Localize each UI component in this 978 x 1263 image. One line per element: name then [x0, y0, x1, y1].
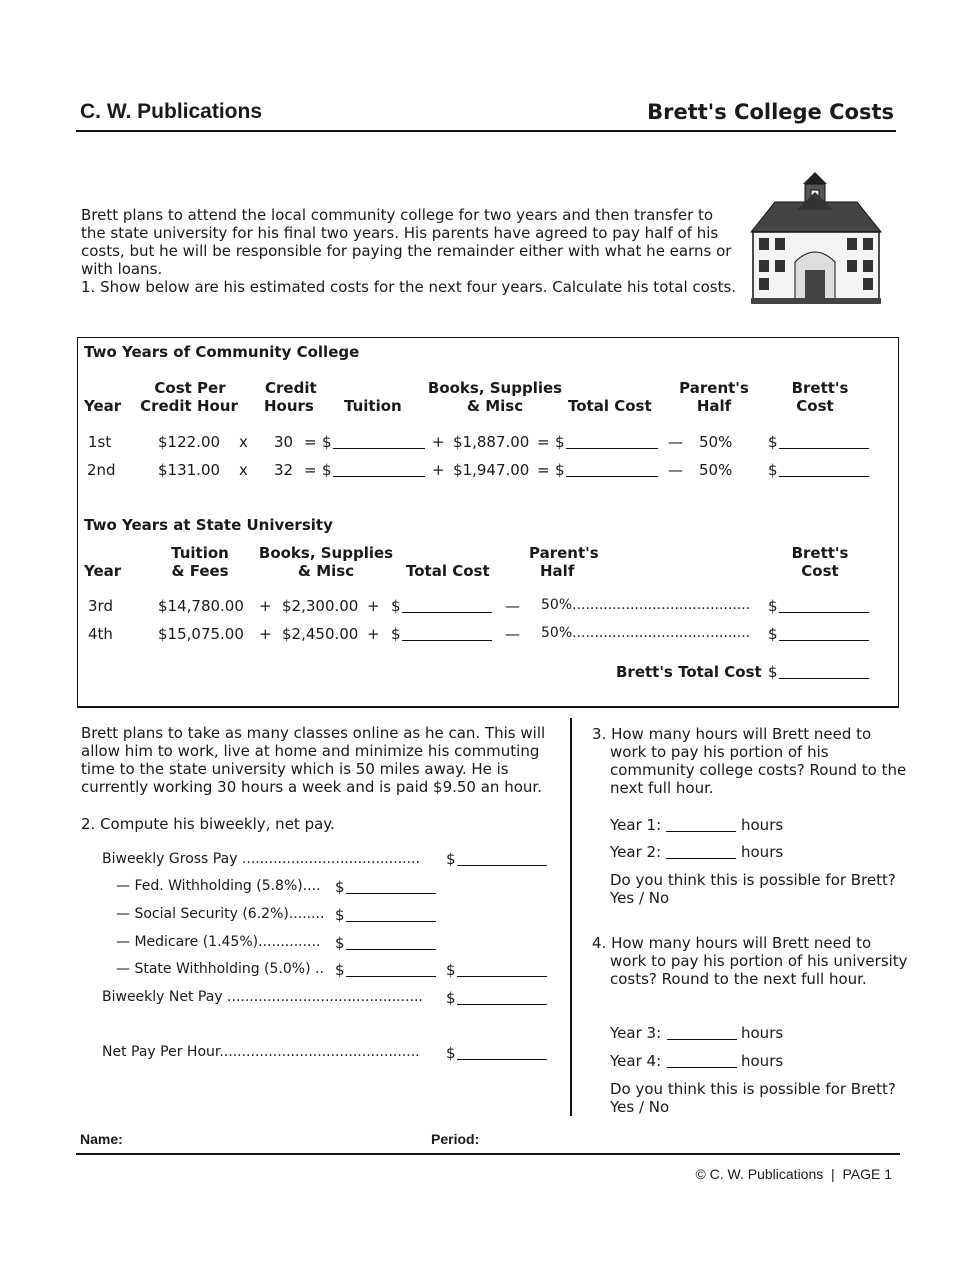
- cc-row-dash: —: [668, 433, 683, 451]
- cc-row-cost: $131.00: [158, 461, 221, 479]
- su-row-dollar2: $: [768, 597, 778, 615]
- cc-col-brett-1: Brett's: [791, 379, 849, 397]
- year3-blank[interactable]: [667, 1025, 737, 1040]
- year2-label: Year 2:: [610, 843, 662, 861]
- total-cost-blank[interactable]: [566, 462, 658, 477]
- ss-blank[interactable]: [346, 907, 436, 922]
- year3-label: Year 3:: [610, 1024, 662, 1042]
- su-row-pct: 50%........................................: [541, 597, 751, 613]
- column-divider: [570, 718, 572, 1116]
- question-4: 4. How many hours will Brett need to work to pay his portion of his university costs? Round to the next full hour.: [592, 934, 908, 988]
- medicare-dollar: $: [335, 934, 345, 952]
- state-blank[interactable]: [346, 962, 436, 977]
- cc-row-books: $1,887.00: [453, 433, 530, 451]
- su-col-tuition-2: & Fees: [171, 562, 229, 580]
- cc-col-parent-1: Parent's: [679, 379, 749, 397]
- su-row-plus2: +: [367, 597, 380, 615]
- cc-row-year: 1st: [88, 433, 112, 451]
- su-col-tuition-1: Tuition: [171, 544, 229, 562]
- deductions-total-blank[interactable]: [457, 962, 547, 977]
- su-row-dollar2: $: [768, 625, 778, 643]
- cc-row-eq: =: [304, 433, 317, 451]
- cc-col-costper-2: Credit Hour: [140, 397, 238, 415]
- cc-col-parent-2: Half: [696, 397, 732, 415]
- su-row-books: $2,450.00: [282, 625, 359, 643]
- cc-col-credit-2: Hours: [264, 397, 314, 415]
- year1-label: Year 1:: [610, 816, 662, 834]
- header-rule: [76, 130, 896, 132]
- cc-col-brett-2: Cost: [796, 397, 834, 415]
- brett-cost-blank[interactable]: [779, 462, 869, 477]
- name-label: Name:: [80, 1131, 123, 1147]
- cc-row-dollar3: $: [768, 433, 778, 451]
- schoolhouse-icon: [745, 170, 887, 310]
- su-row-dollar: $: [391, 625, 401, 643]
- year1-hours: hours: [741, 816, 784, 834]
- cc-row-times: x: [239, 461, 248, 479]
- su-row-plus: +: [259, 625, 272, 643]
- footer-rule: [76, 1153, 900, 1155]
- tuition-blank[interactable]: [333, 462, 425, 477]
- period-label: Period:: [431, 1131, 480, 1147]
- cc-row-plus: +: [432, 433, 445, 451]
- intro-paragraph: Brett plans to attend the local community college for two years and then transfer to the state university for his final two years. His parents have agreed to pay half of his costs, but he will be responsible for paying the remainder either with what he earns or with loans.: [81, 206, 732, 278]
- copyright: © C. W. Publications | PAGE 1: [695, 1166, 892, 1182]
- total-cost-blank[interactable]: [402, 598, 492, 613]
- year3-hours: hours: [741, 1024, 784, 1042]
- su-col-brett-1: Brett's: [791, 544, 849, 562]
- per-hour-label: Net Pay Per Hour.............................................: [102, 1044, 420, 1060]
- page-title: Brett's College Costs: [647, 100, 894, 124]
- brett-total-blank[interactable]: [779, 664, 869, 679]
- ss-dollar: $: [335, 906, 345, 924]
- year4-label: Year 4:: [610, 1052, 662, 1070]
- cc-row-eq2: =: [537, 461, 550, 479]
- su-row-plus: +: [259, 597, 272, 615]
- cc-row-dash: —: [668, 461, 683, 479]
- question-2: 2. Compute his biweekly, net pay.: [81, 815, 335, 833]
- cc-row-cost: $122.00: [158, 433, 221, 451]
- brett-total-label: Brett's Total Cost: [616, 663, 762, 681]
- su-col-books-1: Books, Supplies: [258, 544, 394, 562]
- su-row-tuition: $15,075.00: [158, 625, 244, 643]
- fed-label: — Fed. Withholding (5.8%)....: [116, 878, 321, 894]
- cc-row-dollar3: $: [768, 461, 778, 479]
- question-1: 1. Show below are his estimated costs for the next four years. Calculate his total costs.: [81, 278, 737, 296]
- cc-row-eq: =: [304, 461, 317, 479]
- deductions-dollar: $: [446, 961, 456, 979]
- su-row-dash: —: [505, 597, 520, 615]
- brett-total-dollar: $: [768, 663, 778, 681]
- su-row-year: 3rd: [88, 597, 113, 615]
- medicare-blank[interactable]: [346, 935, 436, 950]
- possible-q4: Do you think this is possible for Brett?: [610, 1080, 896, 1098]
- cc-col-tuition: Tuition: [344, 397, 402, 415]
- cc-row-dollar2: $: [555, 461, 565, 479]
- su-col-year: Year: [84, 562, 122, 580]
- gross-pay-blank[interactable]: [457, 851, 547, 866]
- brett-cost-blank[interactable]: [779, 598, 869, 613]
- ss-label: — Social Security (6.2%)........: [116, 906, 325, 922]
- cc-row-dollar: $: [322, 433, 332, 451]
- cc-col-credit-1: Credit: [265, 379, 317, 397]
- cc-row-times: x: [239, 433, 248, 451]
- question-3: 3. How many hours will Brett need to work to pay his portion of his community college costs? Round to the next full hour.: [592, 725, 907, 797]
- yesno-q3[interactable]: Yes / No: [610, 889, 670, 907]
- su-row-year: 4th: [88, 625, 113, 643]
- year1-blank[interactable]: [666, 817, 736, 832]
- su-row-plus2: +: [367, 625, 380, 643]
- tuition-blank[interactable]: [333, 434, 425, 449]
- state-dollar: $: [335, 961, 345, 979]
- community-heading: Two Years of Community College: [84, 343, 360, 361]
- cc-col-year: Year: [84, 397, 122, 415]
- cc-row-eq2: =: [537, 433, 550, 451]
- su-row-pct: 50%........................................: [541, 625, 751, 641]
- cc-row-plus: +: [432, 461, 445, 479]
- state-label: — State Withholding (5.0%) ..: [116, 961, 324, 977]
- cc-col-total: Total Cost: [568, 397, 652, 415]
- year2-blank[interactable]: [666, 844, 736, 859]
- brett-cost-blank[interactable]: [779, 434, 869, 449]
- cc-row-books: $1,947.00: [453, 461, 530, 479]
- su-row-dash: —: [505, 625, 520, 643]
- cc-col-costper-1: Cost Per: [154, 379, 226, 397]
- cc-row-pct: 50%: [699, 461, 733, 479]
- total-cost-blank[interactable]: [402, 626, 492, 641]
- net-pay-label: Biweekly Net Pay ............................................: [102, 989, 423, 1005]
- online-paragraph: Brett plans to take as many classes online as he can. This will allow him to work, live at home and minimize his commuting time to the state university which is 50 miles away. He is currently working 30 hours a week and is paid $9.50 an hour.: [81, 724, 546, 796]
- su-col-parent-2: Half: [540, 562, 575, 580]
- possible-q3: Do you think this is possible for Brett?: [610, 871, 896, 889]
- cc-row-hours: 32: [274, 461, 294, 479]
- cc-row-pct: 50%: [699, 433, 733, 451]
- yesno-q4[interactable]: Yes / No: [610, 1098, 670, 1116]
- net-dollar: $: [446, 989, 456, 1007]
- net-pay-blank[interactable]: [457, 990, 547, 1005]
- year4-blank[interactable]: [667, 1053, 737, 1068]
- su-col-total: Total Cost: [406, 562, 490, 580]
- total-cost-blank[interactable]: [566, 434, 658, 449]
- year4-hours: hours: [741, 1052, 784, 1070]
- cc-row-dollar: $: [322, 461, 332, 479]
- su-row-dollar: $: [391, 597, 401, 615]
- brett-cost-blank[interactable]: [779, 626, 869, 641]
- per-hour-dollar: $: [446, 1044, 456, 1062]
- fed-dollar: $: [335, 878, 345, 896]
- per-hour-blank[interactable]: [457, 1045, 547, 1060]
- publisher-name: C. W. Publications: [80, 100, 263, 123]
- cc-col-books-2: & Misc: [466, 397, 524, 415]
- su-col-brett-2: Cost: [801, 562, 839, 580]
- fed-blank[interactable]: [346, 879, 436, 894]
- gross-dollar: $: [446, 850, 456, 868]
- cc-row-dollar2: $: [555, 433, 565, 451]
- su-row-tuition: $14,780.00: [158, 597, 244, 615]
- medicare-label: — Medicare (1.45%)..............: [116, 934, 321, 950]
- cc-row-hours: 30: [274, 433, 294, 451]
- cc-col-books-1: Books, Supplies: [427, 379, 563, 397]
- su-col-books-2: & Misc: [297, 562, 355, 580]
- su-col-parent-1: Parent's: [529, 544, 599, 562]
- cc-row-year: 2nd: [87, 461, 116, 479]
- university-heading: Two Years at State University: [84, 516, 333, 534]
- gross-pay-label: Biweekly Gross Pay ........................................: [102, 851, 420, 867]
- year2-hours: hours: [741, 843, 784, 861]
- su-row-books: $2,300.00: [282, 597, 359, 615]
